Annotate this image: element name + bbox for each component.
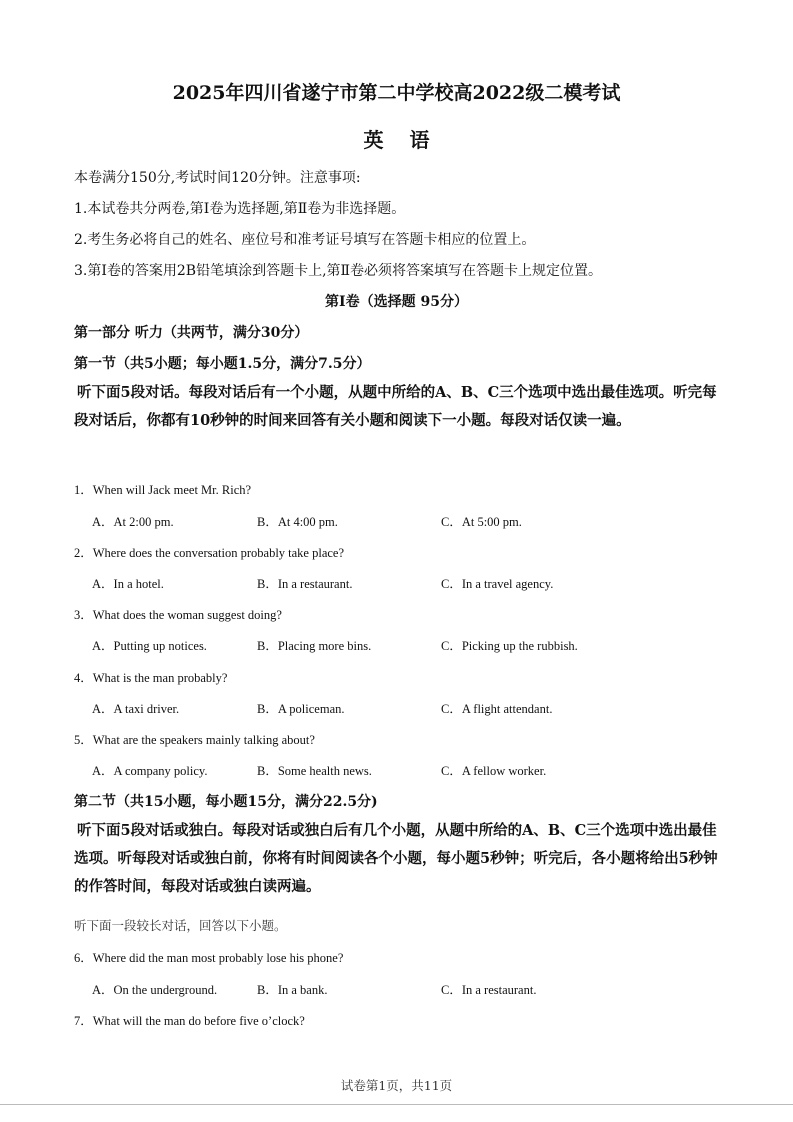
question-stem: 7．What will the man do before five o’clock?	[74, 1014, 305, 1028]
part1-title: 第一部分 听力（共两节，满分30分）	[74, 325, 309, 341]
page-footer: 试卷第1页，共11页	[340, 1078, 453, 1093]
option-a: A．At 2:00 pm.	[92, 515, 174, 529]
option-b: B．In a restaurant.	[257, 577, 353, 591]
exam-note: 本卷满分150分,考试时间120分钟。注意事项:	[74, 170, 361, 186]
volume-title: 第I卷（选择题 95分）	[325, 294, 468, 310]
option-b: B．At 4:00 pm.	[257, 515, 338, 529]
question-stem: 6．Where did the man most probably lose his phone?	[74, 951, 344, 965]
exam-note: 3.第Ⅰ卷的答案用2B铅笔填涂到答题卡上,第Ⅱ卷必须将答案填写在答题卡上规定位置。	[74, 263, 603, 279]
section2-instructions: 听下面5段对话或独白。每段对话或独白后有几个小题，从题中所给的A、B、C三个选项中选出最佳选项。听每段对话或独白前，你将有时间阅读各个小题，每小题5秒钟；听完后，各小题将给出5秒钟的作答时间，每段对话或独白读两遍。	[74, 822, 718, 895]
exam-note: 2.考生务必将自己的姓名、座位号和准考证号填写在答题卡相应的位置上。	[74, 232, 536, 248]
option-c: C．In a restaurant.	[441, 983, 537, 997]
section1-instructions: 听下面5段对话。每段对话后有一个小题，从题中所给的A、B、C三个选项中选出最佳选项。听完每段对话后，你都有10秒钟的时间来回答有关小题和阅读下一小题。每段对话仅读一遍。	[74, 384, 717, 429]
option-b: B．Some health news.	[257, 764, 372, 778]
exam-note: 1.本试卷共分两卷,第Ⅰ卷为选择题,第Ⅱ卷为非选择题。	[74, 201, 406, 217]
question-stem: 2．Where does the conversation probably take place?	[74, 546, 345, 560]
option-b: B．A policeman.	[257, 702, 345, 716]
section2-title: 第二节（共15小题，每小题15分，满分22.5分)	[74, 794, 378, 810]
question-stem: 5．What are the speakers mainly talking about?	[74, 733, 315, 747]
option-a: A．A taxi driver.	[92, 702, 180, 716]
option-c: C．A fellow worker.	[441, 764, 547, 778]
option-c: C．Picking up the rubbish.	[441, 639, 578, 653]
option-c: C．In a travel agency.	[441, 577, 554, 591]
option-c: C．At 5:00 pm.	[441, 515, 522, 529]
footer-divider	[0, 1104, 793, 1105]
section1-title: 第一节（共5小题；每小题1.5分，满分7.5分）	[74, 356, 371, 372]
listening-hint: 听下面一段较长对话，回答以下小题。	[74, 918, 287, 933]
option-a: A．On the underground.	[92, 983, 218, 997]
option-a: A．In a hotel.	[92, 577, 164, 591]
option-a: A．Putting up notices.	[92, 639, 207, 653]
exam-title: 2025年四川省遂宁市第二中学校高2022级二模考试	[172, 82, 621, 104]
subject-title: 英语	[363, 128, 456, 152]
question-stem: 1．When will Jack meet Mr. Rich?	[74, 483, 252, 497]
question-stem: 3．What does the woman suggest doing?	[74, 608, 282, 622]
option-a: A．A company policy.	[92, 764, 208, 778]
option-b: B．Placing more bins.	[257, 639, 372, 653]
question-stem: 4．What is the man probably?	[74, 671, 228, 685]
option-b: B．In a bank.	[257, 983, 328, 997]
option-c: C．A flight attendant.	[441, 702, 553, 716]
